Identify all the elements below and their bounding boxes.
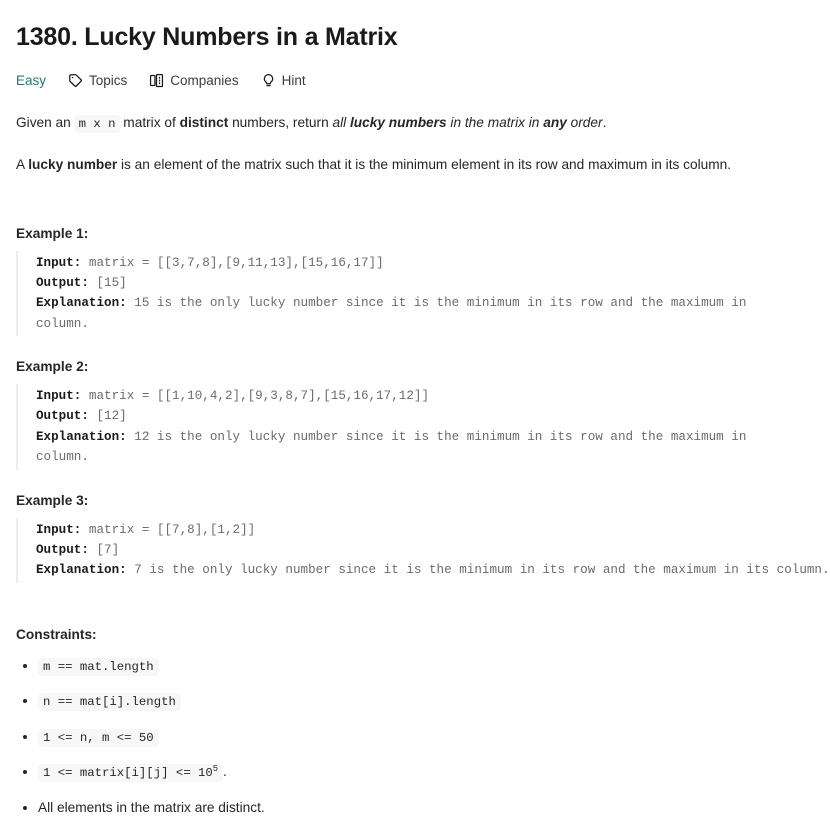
constraint-4-suffix: . <box>223 764 227 780</box>
list-item <box>16 656 784 677</box>
constraint-code-2: n == mat[i].length <box>38 693 181 711</box>
example-1-output-value: [15] <box>88 275 127 290</box>
page-title: 1380. Lucky Numbers in a Matrix <box>16 23 398 51</box>
list-item <box>16 798 784 819</box>
example-2-input-label: Input: <box>36 389 82 404</box>
example-1-explanation-line <box>36 293 784 334</box>
desc-p1-text-3: numbers, return <box>228 115 333 131</box>
topics-button[interactable] <box>68 73 127 88</box>
topics-label: Topics <box>89 72 128 88</box>
desc-p1-text-1: Given an <box>16 115 75 131</box>
example-3-explanation-value: 7 is the only lucky number since it is the minimum in its row and the maximum in its column. <box>126 563 830 578</box>
example-3-heading: Example 3: <box>16 492 89 508</box>
example-3-input-line <box>36 520 784 540</box>
desc-p1-bolditalic-any: any <box>543 115 567 131</box>
example-3-explanation-label: Explanation: <box>36 563 127 578</box>
desc-p1-text-2: matrix of <box>119 115 180 131</box>
example-1-input-line <box>36 253 784 273</box>
list-item <box>16 762 784 783</box>
example-2-explanation-line <box>36 427 784 468</box>
hint-button[interactable] <box>261 73 306 88</box>
example-3-explanation-line <box>36 560 830 580</box>
example-3-input-label: Input: <box>36 522 82 537</box>
example-3-output-value: [7] <box>88 543 120 558</box>
example-1-output-label: Output: <box>36 275 89 290</box>
constraint-code-3: 1 <= n, m <= 50 <box>38 729 159 747</box>
desc-p1-bolditalic-lucky-numbers: lucky numbers <box>350 115 447 131</box>
desc-p1-text-4: . <box>602 115 607 131</box>
constraint-code-1: m == mat.length <box>38 658 159 676</box>
inline-code-mxn: m x n <box>75 115 120 133</box>
lightbulb-icon <box>261 73 276 88</box>
companies-label: Companies <box>170 72 239 88</box>
example-3-input-value: matrix = [[7,8],[1,2]] <box>81 522 256 537</box>
example-2-output-line <box>36 406 784 426</box>
example-1-input-label: Input: <box>36 255 82 270</box>
desc-p1-italic-in-matrix: in the matrix in <box>446 115 544 131</box>
example-3-output-label: Output: <box>36 543 89 558</box>
hint-label: Hint <box>281 72 306 88</box>
example-2-output-value: [12] <box>88 409 127 424</box>
example-2-explanation-label: Explanation: <box>36 429 127 444</box>
desc-p1-italic-all: all <box>332 115 350 131</box>
constraint-code-4-exponent: 5 <box>212 764 219 775</box>
example-2-output-label: Output: <box>36 409 89 424</box>
description-paragraph-1 <box>16 112 784 134</box>
description-paragraph-2 <box>16 154 784 175</box>
tag-icon <box>68 73 83 88</box>
companies-button[interactable] <box>149 73 238 88</box>
desc-p2-bold-lucky-number: lucky number <box>28 157 118 173</box>
example-1-input-value: matrix = [[3,7,8],[9,11,13],[15,16,17]] <box>81 255 384 270</box>
constraints-list <box>16 656 784 819</box>
desc-p2-text-2: is an element of the matrix such that it is the minimum element in its row and maximum in its column. <box>117 157 732 173</box>
constraints-heading: Constraints: <box>16 626 97 642</box>
desc-p1-bold-distinct: distinct <box>179 115 229 131</box>
constraint-5-text: All elements in the matrix are distinct. <box>38 800 265 816</box>
list-item <box>16 727 784 748</box>
example-1-heading: Example 1: <box>16 225 89 241</box>
constraint-code-4 <box>38 764 223 782</box>
example-1-explanation-value: 15 is the only lucky number since it is the minimum in its row and the maximum in column. <box>36 296 754 331</box>
example-3-code-block <box>16 518 830 583</box>
constraint-code-4-base: 1 <= matrix[i][j] <= 10 <box>43 766 213 781</box>
example-2-input-line <box>36 386 784 406</box>
example-2-input-value: matrix = [[1,10,4,2],[9,3,8,7],[15,16,17,12]] <box>81 389 430 404</box>
problem-meta-row <box>16 70 784 90</box>
example-1-code-block <box>16 251 784 337</box>
example-1-output-line <box>36 273 784 293</box>
example-1-explanation-label: Explanation: <box>36 296 127 311</box>
list-item <box>16 691 784 712</box>
example-2-code-block <box>16 384 784 470</box>
desc-p1-italic-order: order <box>566 115 603 131</box>
building-icon <box>149 73 164 88</box>
example-3-output-line <box>36 540 784 560</box>
example-2-explanation-value: 12 is the only lucky number since it is the minimum in its row and the maximum in column. <box>36 429 754 465</box>
example-2-heading: Example 2: <box>16 359 89 375</box>
desc-p2-text-1: A <box>16 157 29 173</box>
difficulty-badge[interactable]: Easy <box>16 72 47 88</box>
